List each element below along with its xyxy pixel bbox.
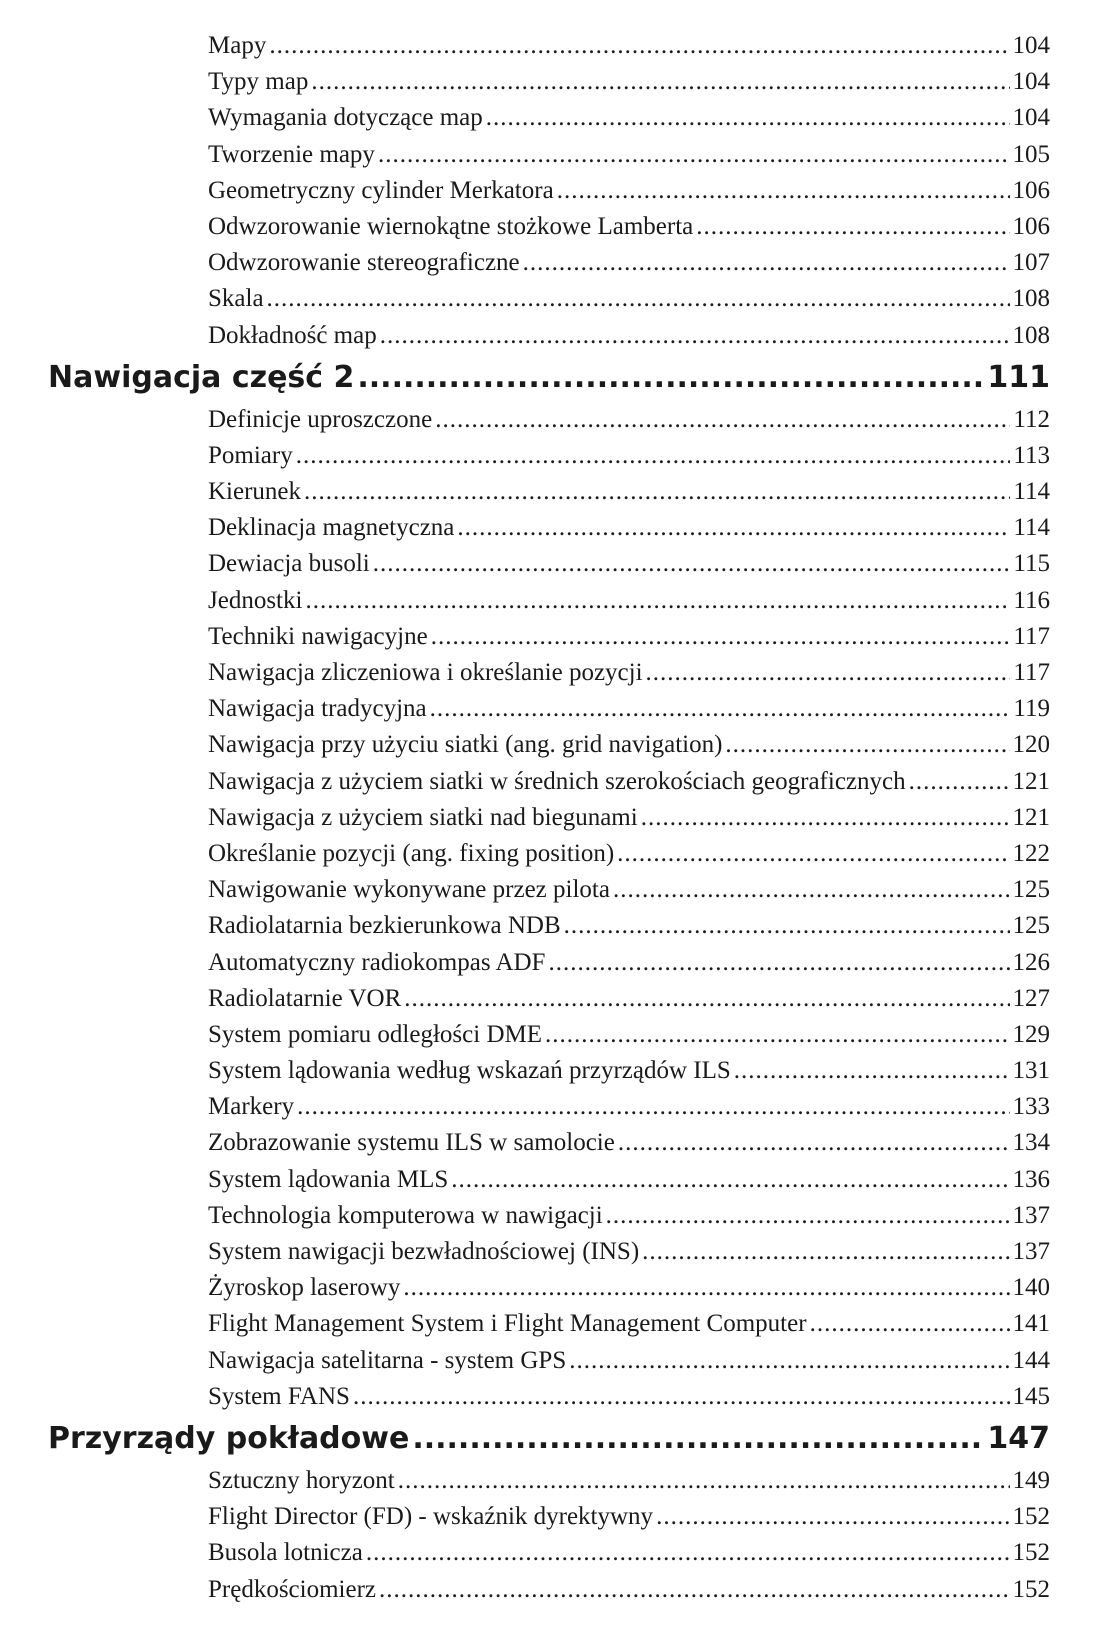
toc-entry-row bbox=[0, 691, 1104, 727]
toc-entry-row bbox=[0, 1089, 1104, 1125]
toc-page-number: 114 bbox=[1013, 478, 1050, 506]
toc-dot-leader bbox=[435, 402, 1010, 438]
toc-chapter-row bbox=[0, 354, 1104, 402]
toc-entry-row bbox=[0, 510, 1104, 546]
toc-entry-row bbox=[0, 1017, 1104, 1053]
toc-entry-title: Dokładność map bbox=[208, 321, 377, 349]
toc-entry-row bbox=[0, 981, 1104, 1017]
toc-page-number: 141 bbox=[1012, 1310, 1050, 1338]
toc-entry-title: Sztuczny horyzont bbox=[208, 1466, 395, 1494]
toc-page-number: 126 bbox=[1012, 948, 1050, 976]
toc-dot-leader bbox=[366, 1535, 1010, 1571]
toc-page-number: 149 bbox=[1012, 1466, 1050, 1494]
toc-dot-leader bbox=[486, 100, 1010, 136]
toc-entry-title: Nawigacja przy użyciu siatki (ang. grid navigation) bbox=[208, 731, 723, 759]
toc-dot-leader bbox=[304, 474, 1010, 510]
toc-entry-title: Wymagania dotyczące map bbox=[208, 104, 483, 132]
toc-page-number: 120 bbox=[1012, 731, 1050, 759]
toc-entry-title: Radiolatarnia bezkierunkowa NDB bbox=[208, 912, 561, 940]
toc-entry-title: Jednostki bbox=[208, 586, 303, 614]
toc-dot-leader bbox=[564, 908, 1010, 944]
toc-page-number: 105 bbox=[1012, 140, 1050, 168]
toc-page-number: 119 bbox=[1013, 695, 1050, 723]
toc-page-number: 115 bbox=[1013, 550, 1050, 578]
toc-page-number: 140 bbox=[1012, 1274, 1050, 1302]
toc-page-number: 137 bbox=[1012, 1201, 1050, 1229]
toc-entry-title: Nawigacja z użyciem siatki w średnich szerokościach geograficznych bbox=[208, 767, 906, 795]
toc-dot-leader bbox=[646, 655, 1011, 691]
toc-dot-leader bbox=[618, 1125, 1010, 1161]
toc-dot-leader bbox=[557, 173, 1010, 209]
toc-dot-leader bbox=[305, 583, 1010, 619]
toc-entry-title: Kierunek bbox=[208, 478, 302, 506]
toc-page-number: 113 bbox=[1013, 441, 1050, 469]
toc-entry-title: Pomiary bbox=[208, 441, 293, 469]
toc-entry-title: Definicje uproszczone bbox=[208, 405, 433, 433]
toc-entry-row bbox=[0, 100, 1104, 136]
toc-entry-title: Flight Management System i Flight Management Computer bbox=[208, 1310, 807, 1338]
toc-dot-leader bbox=[810, 1306, 1010, 1342]
toc-dot-leader bbox=[642, 1234, 1009, 1270]
toc-dot-leader bbox=[269, 28, 1009, 64]
toc-dot-leader bbox=[404, 981, 1009, 1017]
toc-dot-leader bbox=[353, 1379, 1010, 1415]
toc-dot-leader bbox=[297, 1089, 1009, 1125]
toc-entry-row bbox=[0, 1270, 1104, 1306]
toc-dot-leader bbox=[296, 438, 1011, 474]
toc-page-number: 104 bbox=[1012, 104, 1050, 132]
toc-dot-leader bbox=[357, 354, 984, 402]
toc-entry-title: System lądowania MLS bbox=[208, 1165, 449, 1193]
toc-entry-title: System FANS bbox=[208, 1382, 350, 1410]
toc-entry-title: Dewiacja busoli bbox=[208, 550, 370, 578]
toc-entry-row bbox=[0, 402, 1104, 438]
toc-entry-row bbox=[0, 1162, 1104, 1198]
toc-page-number: 133 bbox=[1012, 1093, 1050, 1121]
toc-page-number: 129 bbox=[1012, 1020, 1050, 1048]
toc-dot-leader bbox=[523, 245, 1010, 281]
toc-entry-row bbox=[0, 137, 1104, 173]
toc-page-number: 104 bbox=[1012, 68, 1050, 96]
toc-page-number: 117 bbox=[1013, 622, 1050, 650]
toc-entry-title: Mapy bbox=[208, 32, 267, 59]
toc-dot-leader bbox=[457, 510, 1010, 546]
toc-page-number: 122 bbox=[1012, 839, 1050, 867]
toc-entry-row bbox=[0, 908, 1104, 944]
toc-entry-row bbox=[0, 1125, 1104, 1161]
toc-page-number: 106 bbox=[1012, 176, 1050, 204]
toc-entry-title: Flight Director (FD) - wskaźnik dyrektywny bbox=[208, 1503, 654, 1531]
toc-page-number: 125 bbox=[1012, 876, 1050, 904]
toc-entry-title: Nawigacja tradycyjna bbox=[208, 695, 427, 723]
toc-entry-title: Nawigowanie wykonywane przez pilota bbox=[208, 876, 610, 904]
toc-entry-title: Nawigacja z użyciem siatki nad biegunami bbox=[208, 803, 638, 831]
toc-entry-row bbox=[0, 1463, 1104, 1499]
toc-entry-title: Nawigacja zliczeniowa i określanie pozycji bbox=[208, 659, 643, 686]
toc-page-number: 152 bbox=[1012, 1503, 1050, 1531]
toc-entry-title: Geometryczny cylinder Merkatora bbox=[208, 176, 554, 204]
toc-entry-title: Skala bbox=[208, 285, 264, 313]
toc-page-number: 108 bbox=[1012, 321, 1050, 349]
toc-dot-leader bbox=[431, 619, 1011, 655]
toc-page-number: 121 bbox=[1012, 767, 1050, 795]
toc-entry-row bbox=[0, 945, 1104, 981]
toc-entry-title: Radiolatarnie VOR bbox=[208, 984, 402, 1012]
toc-entry-title: Określanie pozycji (ang. fixing position) bbox=[208, 839, 615, 867]
toc-page-number: 114 bbox=[1013, 514, 1050, 542]
toc-dot-leader bbox=[545, 1017, 1010, 1053]
toc-entry-title: Busola lotnicza bbox=[208, 1539, 363, 1567]
toc-entry-title: System nawigacji bezwładnościowej (INS) bbox=[208, 1238, 640, 1265]
toc-dot-leader bbox=[641, 800, 1010, 836]
toc-dot-leader bbox=[373, 546, 1011, 582]
toc-page-number: 152 bbox=[1012, 1575, 1050, 1603]
toc-page-number: 107 bbox=[1012, 249, 1050, 277]
toc-entry-row bbox=[0, 1234, 1104, 1270]
toc-page-number: 117 bbox=[1013, 659, 1050, 686]
toc-entry-row bbox=[0, 28, 1104, 64]
table-of-contents bbox=[0, 28, 1104, 1608]
toc-page-number: 111 bbox=[987, 359, 1050, 395]
toc-entry-title: Markery bbox=[208, 1093, 295, 1121]
toc-dot-leader bbox=[379, 1572, 1009, 1608]
toc-entry-row bbox=[0, 209, 1104, 245]
toc-entry-row bbox=[0, 474, 1104, 510]
toc-dot-leader bbox=[606, 1198, 1010, 1234]
toc-page-number: 131 bbox=[1012, 1057, 1050, 1085]
toc-entry-row bbox=[0, 1572, 1104, 1608]
toc-entry-title: Prędkościomierz bbox=[208, 1575, 377, 1603]
toc-page-number: 147 bbox=[987, 1420, 1050, 1456]
toc-dot-leader bbox=[380, 318, 1010, 354]
toc-entry-title: Zobrazowanie systemu ILS w samolocie bbox=[208, 1129, 615, 1157]
toc-page-number: 104 bbox=[1012, 32, 1050, 59]
toc-page-number: 137 bbox=[1012, 1238, 1050, 1265]
toc-entry-title: System pomiaru odległości DME bbox=[208, 1020, 542, 1048]
toc-entry-row bbox=[0, 438, 1104, 474]
toc-entry-row bbox=[0, 1343, 1104, 1379]
toc-entry-row bbox=[0, 583, 1104, 619]
toc-entry-row bbox=[0, 836, 1104, 872]
toc-entry-title: Techniki nawigacyjne bbox=[208, 622, 428, 650]
toc-entry-row bbox=[0, 1306, 1104, 1342]
toc-page-number: 106 bbox=[1012, 212, 1050, 240]
toc-dot-leader bbox=[734, 1053, 1010, 1089]
toc-entry-row bbox=[0, 546, 1104, 582]
toc-entry-row bbox=[0, 800, 1104, 836]
toc-entry-row bbox=[0, 727, 1104, 763]
toc-entry-row bbox=[0, 64, 1104, 100]
toc-dot-leader bbox=[548, 945, 1009, 981]
toc-dot-leader bbox=[451, 1162, 1009, 1198]
toc-dot-leader bbox=[696, 209, 1009, 245]
toc-page-number: 112 bbox=[1013, 405, 1050, 433]
toc-entry-row bbox=[0, 318, 1104, 354]
toc-entry-row bbox=[0, 1499, 1104, 1535]
toc-page-number: 116 bbox=[1013, 586, 1050, 614]
toc-entry-row bbox=[0, 281, 1104, 317]
toc-dot-leader bbox=[412, 1415, 984, 1463]
toc-page-number: 145 bbox=[1012, 1382, 1050, 1410]
toc-dot-leader bbox=[378, 137, 1010, 173]
toc-dot-leader bbox=[613, 872, 1010, 908]
toc-entry-title: Deklinacja magnetyczna bbox=[208, 514, 455, 542]
toc-dot-leader bbox=[569, 1343, 1009, 1379]
toc-entry-row bbox=[0, 619, 1104, 655]
toc-dot-leader bbox=[909, 764, 1010, 800]
toc-chapter-title: Nawigacja część 2 bbox=[48, 359, 355, 395]
toc-entry-row bbox=[0, 1198, 1104, 1234]
toc-dot-leader bbox=[311, 64, 1009, 100]
toc-dot-leader bbox=[403, 1270, 1009, 1306]
toc-page-number: 152 bbox=[1012, 1539, 1050, 1567]
toc-dot-leader bbox=[398, 1463, 1010, 1499]
toc-page-number: 121 bbox=[1012, 803, 1050, 831]
toc-entry-title: Odwzorowanie stereograficzne bbox=[208, 249, 520, 277]
toc-entry-title: Automatyczny radiokompas ADF bbox=[208, 948, 546, 976]
toc-dot-leader bbox=[267, 281, 1010, 317]
toc-entry-title: Technologia komputerowa w nawigacji bbox=[208, 1201, 603, 1229]
toc-page-number: 125 bbox=[1012, 912, 1050, 940]
toc-page-number: 134 bbox=[1012, 1129, 1050, 1157]
toc-entry-row bbox=[0, 1535, 1104, 1571]
toc-entry-row bbox=[0, 655, 1104, 691]
toc-dot-leader bbox=[617, 836, 1009, 872]
toc-entry-title: Tworzenie mapy bbox=[208, 140, 375, 168]
toc-entry-title: Żyroskop laserowy bbox=[208, 1274, 401, 1302]
toc-entry-row bbox=[0, 764, 1104, 800]
toc-page-number: 127 bbox=[1012, 984, 1050, 1012]
toc-entry-title: System lądowania według wskazań przyrządów ILS bbox=[208, 1057, 731, 1085]
toc-entry-title: Typy map bbox=[208, 68, 309, 96]
toc-entry-title: Nawigacja satelitarna - system GPS bbox=[208, 1346, 567, 1374]
toc-dot-leader bbox=[430, 691, 1011, 727]
toc-entry-row bbox=[0, 1379, 1104, 1415]
toc-entry-row bbox=[0, 245, 1104, 281]
toc-chapter-title: Przyrządy pokładowe bbox=[48, 1420, 410, 1456]
toc-dot-leader bbox=[725, 727, 1009, 763]
toc-page-number: 136 bbox=[1012, 1165, 1050, 1193]
toc-entry-row bbox=[0, 1053, 1104, 1089]
toc-entry-row bbox=[0, 173, 1104, 209]
toc-page-number: 108 bbox=[1012, 285, 1050, 313]
toc-page-number: 144 bbox=[1012, 1346, 1050, 1374]
toc-dot-leader bbox=[656, 1499, 1009, 1535]
toc-entry-row bbox=[0, 872, 1104, 908]
toc-chapter-row bbox=[0, 1415, 1104, 1463]
toc-entry-title: Odwzorowanie wiernokątne stożkowe Lamberta bbox=[208, 212, 694, 240]
